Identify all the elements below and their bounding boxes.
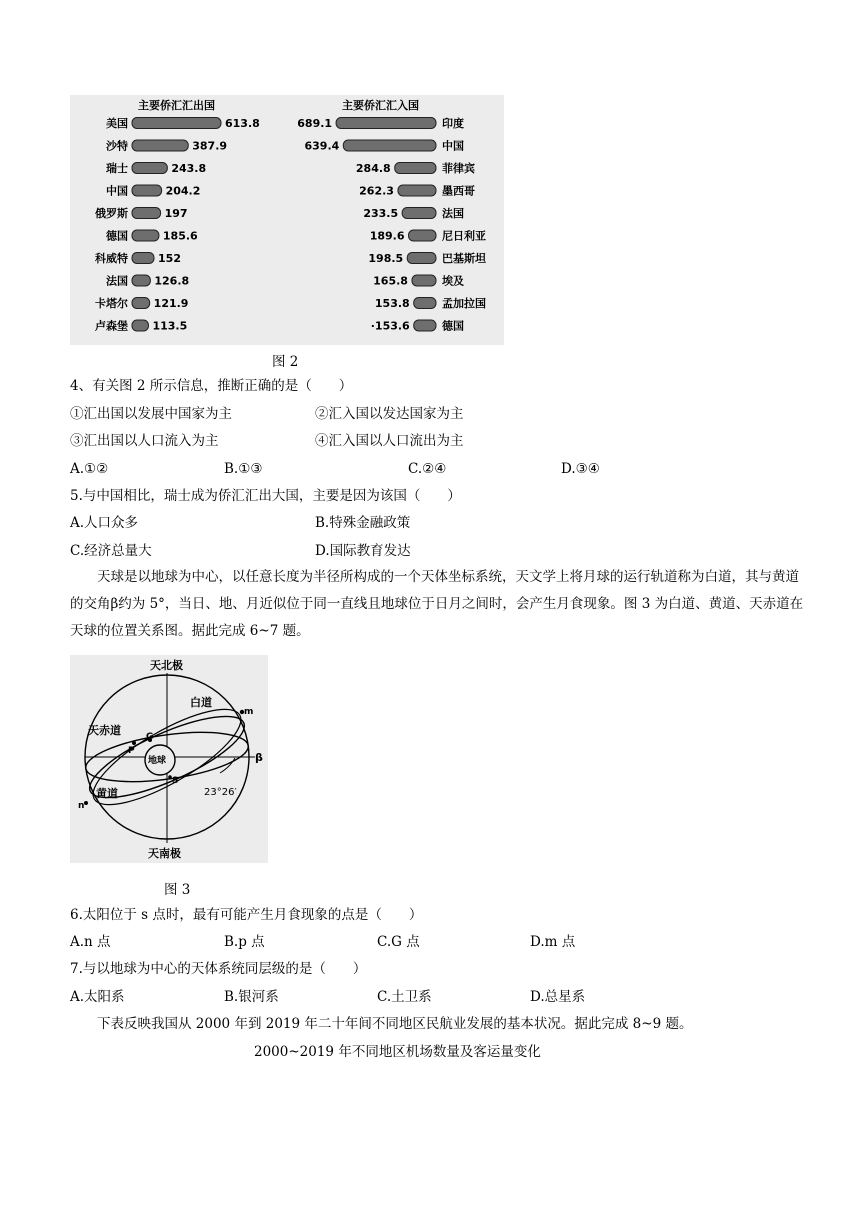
outflow-bar — [132, 163, 167, 174]
outflow-category-label: 法国 — [106, 274, 128, 288]
outflow-value-label: 613.8 — [225, 117, 260, 130]
outflow-value-label: 152 — [158, 252, 182, 265]
label-s: S — [172, 776, 179, 786]
q4-option-c[interactable]: C.②④ — [408, 461, 447, 477]
outflow-bar — [132, 275, 150, 286]
q5-option-d[interactable]: D.国际教育发达 — [315, 543, 411, 559]
inflow-value-label: 233.5 — [363, 207, 399, 220]
inflow-category-label: 巴基斯坦 — [442, 252, 486, 265]
outflow-value-label: 126.8 — [154, 274, 190, 288]
inflow-category-label: 尼日利亚 — [442, 229, 486, 243]
inflow-bar — [407, 253, 436, 264]
outflow-category-label: 卡塔尔 — [95, 297, 128, 310]
outflow-bar — [132, 253, 154, 264]
q7-option-c[interactable]: C.土卫系 — [377, 989, 432, 1005]
outflow-bar — [132, 140, 188, 151]
q4-statement-4: ④汇入国以人口流出为主 — [315, 433, 464, 449]
q4-option-b[interactable]: B.①③ — [224, 461, 263, 477]
inflow-value-label: 284.8 — [355, 162, 391, 175]
outflow-bar — [132, 230, 159, 241]
q4-statement-2: ②汇入国以发达国家为主 — [315, 406, 464, 422]
inflow-category-label: 法国 — [442, 207, 464, 220]
q4-option-d[interactable]: D.③④ — [561, 461, 600, 477]
inflow-value-label: 262.3 — [359, 184, 394, 198]
outflow-category-label: 美国 — [106, 117, 128, 130]
outflow-value-label: 185.6 — [162, 229, 198, 243]
q5-option-a[interactable]: A.人口众多 — [70, 515, 139, 531]
inflow-bar — [398, 185, 436, 196]
q5-option-b[interactable]: B.特殊金融政策 — [315, 515, 411, 531]
inflow-value-label: 153.8 — [374, 297, 410, 310]
outflow-category-label: 中国 — [106, 184, 128, 198]
inflow-value-label: 198.5 — [368, 252, 404, 265]
figure-2-remittance-chart — [70, 95, 504, 345]
q7-stem: 7.与以地球为中心的天体系统同层级的是（ ） — [70, 961, 367, 977]
q4-option-a[interactable]: A.①② — [70, 461, 109, 477]
inflow-value-label: 639.4 — [304, 139, 340, 153]
q7-option-d[interactable]: D.总星系 — [530, 989, 586, 1005]
inflow-category-label: 孟加拉国 — [442, 297, 486, 310]
inflow-category-label: 菲律宾 — [442, 162, 475, 175]
outflow-value-label: 243.8 — [171, 162, 207, 175]
outflow-bar — [132, 298, 150, 309]
inflow-bar — [395, 163, 436, 174]
q6-option-a[interactable]: A.n 点 — [70, 934, 111, 950]
label-p: P — [128, 746, 135, 756]
label-north-pole: 天北极 — [150, 659, 183, 672]
inflow-category-label: 中国 — [442, 139, 464, 153]
label-south-pole: 天南极 — [148, 847, 181, 860]
point-p — [132, 741, 136, 745]
label-n: n — [78, 801, 85, 811]
q7-option-b[interactable]: B.银河系 — [224, 989, 279, 1005]
remittance-bar-charts — [70, 95, 504, 345]
outflow-category-label: 卢森堡 — [95, 319, 128, 333]
inflow-bar — [414, 298, 436, 309]
inflow-value-label: 689.1 — [297, 117, 333, 130]
inflow-category-label: 印度 — [442, 117, 464, 130]
inflow-bar — [343, 140, 436, 151]
label-celestial-equator: 天赤道 — [88, 724, 121, 737]
table-title: 2000~2019 年不同地区机场数量及客运量变化 — [254, 1044, 541, 1060]
outflow-chart-title: 主要侨汇汇出国 — [138, 99, 215, 112]
outflow-bar — [132, 208, 161, 219]
q4-stem: 4、有关图 2 所示信息，推断正确的是（ ） — [70, 378, 353, 394]
inflow-bar — [402, 208, 436, 219]
q6-option-c[interactable]: C.G 点 — [377, 934, 420, 950]
inflow-bar — [414, 320, 436, 331]
q4-statement-3: ③汇出国以人口流入为主 — [70, 433, 219, 449]
label-beta: β — [255, 751, 263, 764]
inflow-value-label: ·153.6 — [370, 319, 410, 333]
label-m: m — [244, 707, 254, 717]
label-moon-path: 白道 — [190, 696, 212, 709]
celestial-sphere-diagram — [70, 655, 268, 863]
outflow-category-label: 科威特 — [95, 252, 128, 265]
q5-option-c[interactable]: C.经济总量大 — [70, 543, 152, 559]
q4-statement-1: ①汇出国以发展中国家为主 — [70, 406, 232, 422]
outflow-category-label: 俄罗斯 — [95, 207, 128, 220]
inflow-chart-title: 主要侨汇汇入国 — [342, 99, 419, 112]
inflow-bar — [409, 230, 436, 241]
figure-3-caption: 图 3 — [164, 882, 191, 898]
passage-6-7: 天球是以地球为中心，以任意长度为半径所构成的一个天体坐标系统，天文学上将月球的运行轨道称为白道，其与黄道的交角β约为 5°，当日、地、月近似位于同一直线且地球位于日月之间时，会产生月食现象。图 3 为白道、黄道、天赤道在天球的位置关系图。据此完成 6~7 题。 — [70, 569, 804, 639]
inflow-bar — [412, 275, 436, 286]
inflow-bar — [336, 118, 436, 129]
inflow-category-label: 德国 — [442, 319, 464, 333]
outflow-value-label: 204.2 — [165, 184, 201, 198]
outflow-value-label: 113.5 — [152, 319, 188, 333]
label-g: G — [146, 732, 154, 742]
q6-option-d[interactable]: D.m 点 — [530, 934, 576, 950]
inflow-category-label: 墨西哥 — [442, 184, 475, 198]
outflow-bar — [132, 320, 148, 331]
q6-option-b[interactable]: B.p 点 — [224, 934, 265, 950]
inflow-value-label: 189.6 — [369, 229, 405, 243]
outflow-category-label: 瑞士 — [106, 162, 128, 175]
outflow-value-label: 197 — [164, 207, 188, 220]
outflow-bar — [132, 118, 221, 129]
q5-stem: 5.与中国相比，瑞士成为侨汇汇出大国，主要是因为该国（ ） — [70, 488, 461, 504]
q7-option-a[interactable]: A.太阳系 — [70, 989, 125, 1005]
outflow-value-label: 387.9 — [192, 139, 228, 153]
label-ecliptic: 黄道 — [96, 787, 118, 800]
figure-2-caption: 图 2 — [272, 354, 299, 370]
label-angle: 23°26′ — [204, 787, 237, 798]
label-earth: 地球 — [148, 756, 167, 766]
outflow-value-label: 121.9 — [153, 297, 189, 310]
inflow-category-label: 埃及 — [442, 274, 464, 288]
inflow-value-label: 165.8 — [373, 274, 408, 288]
intro-8-9: 下表反映我国从 2000 年到 2019 年二十年间不同地区民航业发展的基本状况。据此完成 8~9 题。 — [97, 1016, 693, 1032]
outflow-category-label: 沙特 — [106, 139, 128, 153]
point-n — [84, 801, 88, 805]
figure-3-celestial-sphere — [70, 655, 268, 863]
q6-stem: 6.太阳位于 s 点时，最有可能产生月食现象的点是（ ） — [70, 907, 423, 923]
outflow-category-label: 德国 — [106, 229, 128, 243]
outflow-bar — [132, 185, 162, 196]
